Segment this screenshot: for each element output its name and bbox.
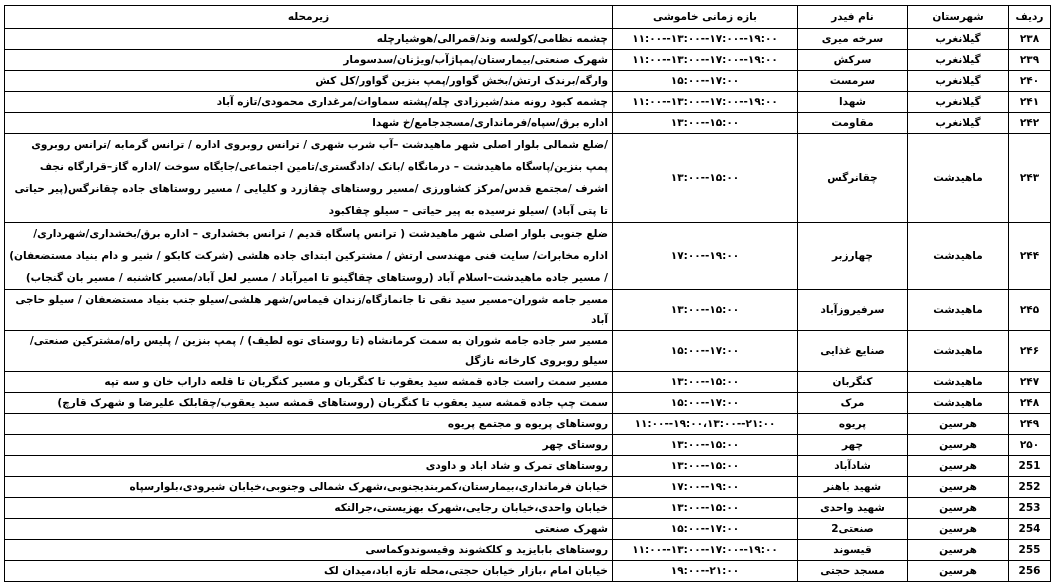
row-number-cell: 252 [1009, 477, 1051, 498]
feeder-cell: مسجد حجتی [798, 561, 908, 582]
table-row [5, 456, 1051, 477]
outage-time-cell: ۲۱:۰۰--۱۹:۰۰ [613, 561, 798, 582]
outage-time-cell: ۱۵:۰۰--۱۳:۰۰ [613, 456, 798, 477]
row-number-cell: ۲۴۷ [1009, 372, 1051, 393]
table-row [5, 29, 1051, 50]
county-cell: گیلانغرب [908, 113, 1009, 134]
county-cell: ماهیدشت [908, 331, 1009, 372]
row-number-cell: 255 [1009, 540, 1051, 561]
area-cell: مسیر سر جاده جامه شوران به سمت کرمانشاه (تا روستای توه لطیف) / پمپ بنزین / پلیس راه/مشترکین صنعتی/سیلو روبروی کارخانه نازگل [5, 331, 613, 372]
table-row [5, 50, 1051, 71]
row-number-cell: ۲۳۹ [1009, 50, 1051, 71]
area-cell: چشمه کبود رونه مند/شیرزادی چله/پشته سماوات/مرغداری محمودی/تازه آباد [5, 92, 613, 113]
outage-time-cell: ۱۹:۰۰--۱۷:۰۰--۱۳:۰۰--۱۱:۰۰ [613, 50, 798, 71]
county-cell: هرسین [908, 477, 1009, 498]
area-cell: شهرک صنعتی/بیمارستان/پمپاژآب/ویژنان/سدسومار [5, 50, 613, 71]
area-cell: روستاهای پریوه و مجتمع پریوه [5, 414, 613, 435]
table-row [5, 223, 1051, 290]
county-cell: گیلانغرب [908, 29, 1009, 50]
table-row [5, 92, 1051, 113]
area-cell: چشمه نظامی/کولسه وند/قمرالی/هوشیارچله [5, 29, 613, 50]
row-number-cell: 256 [1009, 561, 1051, 582]
row-number-cell: ۲۴۳ [1009, 134, 1051, 223]
outage-time-cell: ۱۹:۰۰--۱۷:۰۰--۱۳:۰۰--۱۱:۰۰ [613, 29, 798, 50]
area-cell: /ضلع شمالی بلوار اصلی شهر ماهیدشت –آب شرب شهری / ترانس روبروی اداره / ترانس گرمابه /ترانس روبروی پمپ بنزین/پاسگاه ماهیدشت – درمانگاه /بانک /دادگستری/تامین اجتماعی/جایگاه سوخت /اداره گاز–قرارگاه نجف اشرف /مجتمع قدس/مرکز کشاورزی /مسیر روستاهای چقازرد و کلیایی / مسیر روستاهای جاده چقانرگس(پیر حیاتی تا پتی آباد) /سیلو نرسیده به پیر حیاتی – سیلو چقاکبود [5, 134, 613, 223]
feeder-cell: صنعتی2 [798, 519, 908, 540]
feeder-cell: مقاومت [798, 113, 908, 134]
row-number-cell: ۲۴۶ [1009, 331, 1051, 372]
outage-time-cell: ۱۷:۰۰--۱۵:۰۰ [613, 519, 798, 540]
table-row [5, 331, 1051, 372]
row-number-cell: ۲۴۹ [1009, 414, 1051, 435]
area-cell: شهرک صنعتی [5, 519, 613, 540]
outage-time-cell: ۱۷:۰۰--۱۵:۰۰ [613, 331, 798, 372]
outage-time-cell: ۱۵:۰۰--۱۳:۰۰ [613, 290, 798, 331]
table-row [5, 393, 1051, 414]
header-row-number: ردیف [1009, 6, 1051, 29]
outage-time-cell: ۱۵:۰۰--۱۳:۰۰ [613, 113, 798, 134]
outage-time-cell: ۱۹:۰۰--۱۷:۰۰--۱۳:۰۰--۱۱:۰۰ [613, 540, 798, 561]
row-number-cell: ۲۴۲ [1009, 113, 1051, 134]
county-cell: هرسین [908, 519, 1009, 540]
header-area: زیرمحله [5, 6, 613, 29]
county-cell: گیلانغرب [908, 92, 1009, 113]
county-cell: هرسین [908, 561, 1009, 582]
feeder-cell: چهارزبر [798, 223, 908, 290]
table-row [5, 498, 1051, 519]
area-cell: روستای چهر [5, 435, 613, 456]
header-outage-time: بازه زمانی خاموشی [613, 6, 798, 29]
area-cell: مسیر جامه شوران–مسیر سید نقی تا جانمازگاه/زندان قیماس/شهر هلشی/سیلو جنب بنیاد مستضعفان / سیلو حاجی آباد [5, 290, 613, 331]
feeder-cell: قیسوند [798, 540, 908, 561]
feeder-cell: شادآباد [798, 456, 908, 477]
row-number-cell: ۲۴۰ [1009, 71, 1051, 92]
outage-schedule-container [4, 5, 1050, 582]
county-cell: هرسین [908, 414, 1009, 435]
table-row [5, 372, 1051, 393]
county-cell: هرسین [908, 498, 1009, 519]
county-cell: ماهیدشت [908, 223, 1009, 290]
feeder-cell: مرک [798, 393, 908, 414]
table-row [5, 290, 1051, 331]
area-cell: اداره برق/سپاه/فرمانداری/مسجدجامع/خ شهدا [5, 113, 613, 134]
table-row [5, 540, 1051, 561]
feeder-cell: پریوه [798, 414, 908, 435]
area-cell: روستاهای تمرک و شاد اباد و داودی [5, 456, 613, 477]
area-cell: ضلع جنوبی بلوار اصلی شهر ماهیدشت ( ترانس پاسگاه قدیم / ترانس بخشداری – اداره برق/بخشداری/شهرداری/اداره مخابرات/ سایت فنی مهندسی ارتش / مشترکین ابتدای جاده هلشی (شرکت کابکو / شیر و دام بنیاد مستضعفان) / مسیر جاده ماهیدشت–اسلام آباد (روستاهای چقاگینو تا امیرآباد / مسیر لعل آباد/مسیر کاشنبه / مسیر بان گنجاب) [5, 223, 613, 290]
feeder-cell: سرفیروزآباد [798, 290, 908, 331]
feeder-cell: شهید باهنر [798, 477, 908, 498]
outage-time-cell: ۱۵:۰۰--۱۳:۰۰ [613, 435, 798, 456]
outage-time-cell: ۱۵:۰۰--۱۳:۰۰ [613, 498, 798, 519]
row-number-cell: 253 [1009, 498, 1051, 519]
county-cell: ماهیدشت [908, 393, 1009, 414]
feeder-cell: چقانرگس [798, 134, 908, 223]
outage-time-cell: ۱۹:۰۰--۱۷:۰۰ [613, 477, 798, 498]
table-row [5, 134, 1051, 223]
table-row [5, 561, 1051, 582]
outage-time-cell: ۲۱:۰۰--۱۹:۰۰،۱۳:۰۰--۱۱:۰۰ [613, 414, 798, 435]
outage-time-cell: ۱۵:۰۰--۱۳:۰۰ [613, 134, 798, 223]
table-row [5, 113, 1051, 134]
area-cell: خیابان فرمانداری،بیمارستان،کمربندیجنوبی،شهرک شمالی وجنوبی،خیابان شیرودی،بلوارسپاه [5, 477, 613, 498]
table-header-row [5, 6, 1051, 29]
row-number-cell: ۲۴۵ [1009, 290, 1051, 331]
outage-time-cell: ۱۹:۰۰--۱۷:۰۰--۱۳:۰۰--۱۱:۰۰ [613, 92, 798, 113]
row-number-cell: ۲۳۸ [1009, 29, 1051, 50]
county-cell: ماهیدشت [908, 372, 1009, 393]
row-number-cell: 254 [1009, 519, 1051, 540]
table-row [5, 519, 1051, 540]
area-cell: خیابان واحدی،خیابان رجایی،شهرک بهزیستی،جرالتکه [5, 498, 613, 519]
county-cell: هرسین [908, 435, 1009, 456]
area-cell: مسیر سمت راست جاده قمشه سید یعقوب تا کنگربان و مسیر کنگربان تا قلعه داراب خان و سه تپه [5, 372, 613, 393]
outage-time-cell: ۱۷:۰۰--۱۵:۰۰ [613, 393, 798, 414]
table-row [5, 414, 1051, 435]
row-number-cell: 251 [1009, 456, 1051, 477]
header-county: شهرستان [908, 6, 1009, 29]
feeder-cell: چهر [798, 435, 908, 456]
table-row [5, 435, 1051, 456]
feeder-cell: شهدا [798, 92, 908, 113]
header-feeder: نام فیدر [798, 6, 908, 29]
county-cell: گیلانغرب [908, 71, 1009, 92]
county-cell: هرسین [908, 540, 1009, 561]
row-number-cell: ۲۴۴ [1009, 223, 1051, 290]
feeder-cell: سرکش [798, 50, 908, 71]
row-number-cell: ۲۴۸ [1009, 393, 1051, 414]
table-row [5, 477, 1051, 498]
table-row [5, 71, 1051, 92]
area-cell: خیابان امام ،بازار خیابان حجتی،محله تازه اباد،میدان لک [5, 561, 613, 582]
feeder-cell: صنایع غذایی [798, 331, 908, 372]
area-cell: روستاهای بابایزید و کلکشوند وقیسوندوکماسی [5, 540, 613, 561]
outage-time-cell: ۱۹:۰۰--۱۷:۰۰ [613, 223, 798, 290]
outage-time-cell: ۱۷:۰۰--۱۵:۰۰ [613, 71, 798, 92]
county-cell: هرسین [908, 456, 1009, 477]
table-body [5, 29, 1051, 582]
outage-time-cell: ۱۵:۰۰--۱۳:۰۰ [613, 372, 798, 393]
row-number-cell: ۲۵۰ [1009, 435, 1051, 456]
county-cell: ماهیدشت [908, 290, 1009, 331]
row-number-cell: ۲۴۱ [1009, 92, 1051, 113]
outage-schedule-table [4, 5, 1051, 582]
county-cell: ماهیدشت [908, 134, 1009, 223]
feeder-cell: سرمست [798, 71, 908, 92]
county-cell: گیلانغرب [908, 50, 1009, 71]
area-cell: سمت چپ جاده قمشه سید یعقوب تا کنگربان (روستاهای قمشه سید یعقوب/چقابلک علیرضا و شهرک قارچ) [5, 393, 613, 414]
feeder-cell: سرخه میری [798, 29, 908, 50]
area-cell: وارگه/برندک ارتش/بخش گواور/پمپ بنزین گواور/کل کش [5, 71, 613, 92]
feeder-cell: کنگربان [798, 372, 908, 393]
feeder-cell: شهید واحدی [798, 498, 908, 519]
